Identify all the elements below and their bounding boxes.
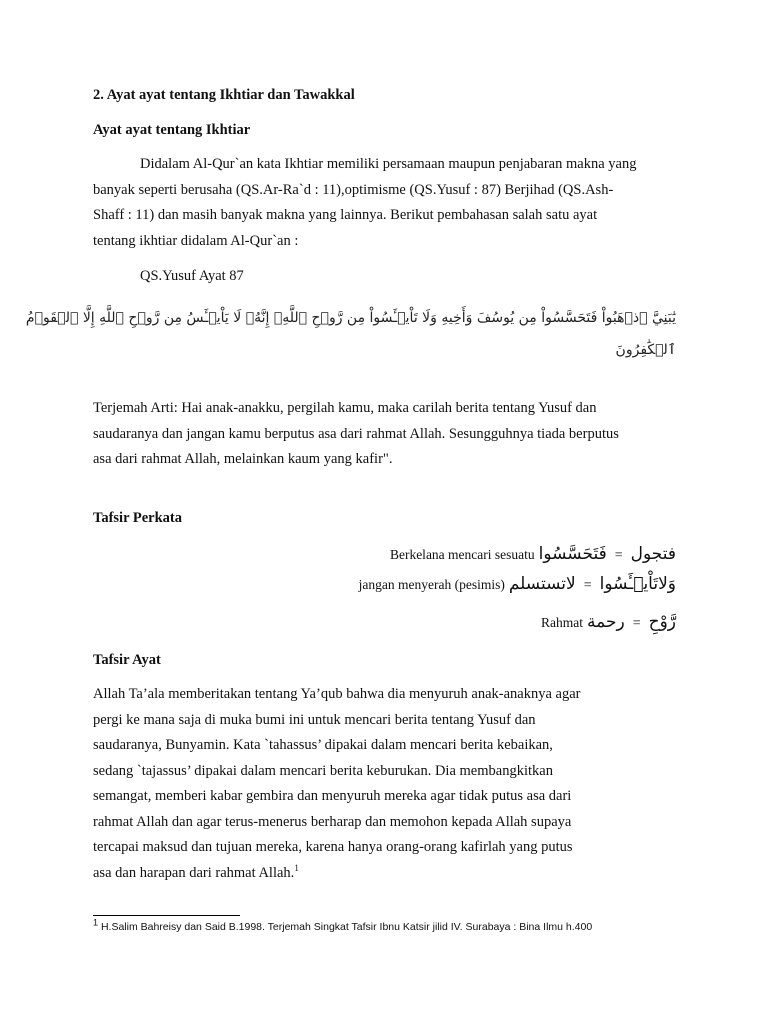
footnote-marker: 1 [93,917,99,928]
vocab-meaning: Berkelana mencari sesuatu [389,547,535,562]
intro-line: Shaff : 11) dan masih banyak makna yang lainnya. Berikut pembahasan salah satu ayat [93,207,598,223]
tafsir-line: saudaranya, Bunyamin. Kata `tahassus’ dipakai dalam mencari berita kebaikan, [93,737,553,753]
intro-line: Didalam Al-Qur`an kata Ikhtiar memiliki persamaan maupun penjabaran makna yang [140,156,637,172]
tafsir-line: pergi ke mana saja di muka bumi ini untuk mencari berita tentang Yusuf dan [93,711,536,728]
vocab-row [390,544,676,564]
vocab-row [541,612,676,632]
tafsir-paragraph [93,682,673,886]
tafsir-line: tercapai maksud dan tujuan mereka, karena hanya orang-orang kafirlah yang putus [93,839,573,855]
vocab-meaning: Rahmat [541,615,584,630]
tafsir-line: sedang `tajassus’ dipakai dalam mencari berita keburukan. Dia membangkitkan [93,762,553,779]
tafsir-line: semangat, memberi kabar gembira dan menyuruh mereka agar tidak putus asa dari [93,788,572,804]
subheading-tafsir-ayat: Tafsir Ayat [93,652,161,668]
vocab-word: فَتَحَسَّسُوا [538,544,607,564]
verse-reference: QS.Yusuf Ayat 87 [140,268,244,284]
vocab-synonym: فتجول [630,544,676,564]
arabic-verse-line: ٱلۡكَٰفِرُونَ [615,342,676,358]
tafsir-line [93,861,673,887]
intro-line: banyak seperti berusaha (QS.Ar-Ra`d : 11),optimisme (QS.Yusuf : 87) Berjihad (QS.Ash- [93,181,614,198]
tafsir-line-text: asa dan harapan dari rahmat Allah. [93,864,295,881]
translation-line: saudaranya dan jangan kamu berputus asa dari rahmat Allah. Sesungguhnya tiada berputus [93,425,619,442]
vocab-equals: = [614,548,623,563]
arabic-verse-line: يَٰبَنِيَّ ٱذۡهَبُواْ فَتَحَسَّسُواْ مِن يُوسُفَ وَأَخِيهِ وَلَا تَاْيۡـَٔسُواْ مِن رَّوۡحِ ٱللَّهِۖ إِنَّهُۥ لَا يَاْيۡـَٔسُ مِن رَّوۡحِ ٱللَّهِ إِلَّا ٱلۡقَوۡمُ [25,310,676,326]
footnote-reference[interactable]: 1 [294,862,299,873]
vocab-meaning: jangan menyerah (pesimis) [358,577,505,592]
tafsir-line: rahmat Allah dan agar terus-menerus berharap dan memohon kepada Allah supaya [93,813,572,830]
vocab-word: رَّوْحِ [648,612,676,632]
vocab-word: وَلاتَاْيۡـَٔسُوا [599,574,676,594]
tafsir-line: Allah Ta’ala memberitakan tentang Ya’qub bahwa dia menyuruh anak-anaknya agar [93,686,581,702]
vocab-arabic-meaning: لاتستسلم [508,574,576,594]
footnote-separator [93,915,240,916]
subheading-tafsir-perkata: Tafsir Perkata [93,510,183,526]
section-title: 2. Ayat ayat tentang Ikhtiar dan Tawakkal [93,87,355,103]
vocab-arabic-meaning: رحمة [587,612,625,632]
translation-line: asa dari rahmat Allah, melainkan kaum yang kafir". [93,451,393,467]
translation-line: Terjemah Arti: Hai anak-anakku, pergilah kamu, maka carilah berita tentang Yusuf dan [93,400,597,416]
subheading-ikhtiar: Ayat ayat tentang Ikhtiar [93,122,251,138]
intro-line: tentang ikhtiar didalam Al-Qur`an : [93,232,299,249]
vocab-row [359,574,676,594]
intro-paragraph [93,152,673,254]
vocab-equals: = [583,578,592,593]
translation-paragraph [93,396,673,473]
footnote [93,917,593,933]
footnote-text: H.Salim Bahreisy dan Said B.1998. Terjemah Singkat Tafsir Ibnu Katsir jilid IV. Surabaya : Bina Ilmu h.400 [100,921,593,933]
vocab-equals: = [632,616,641,631]
